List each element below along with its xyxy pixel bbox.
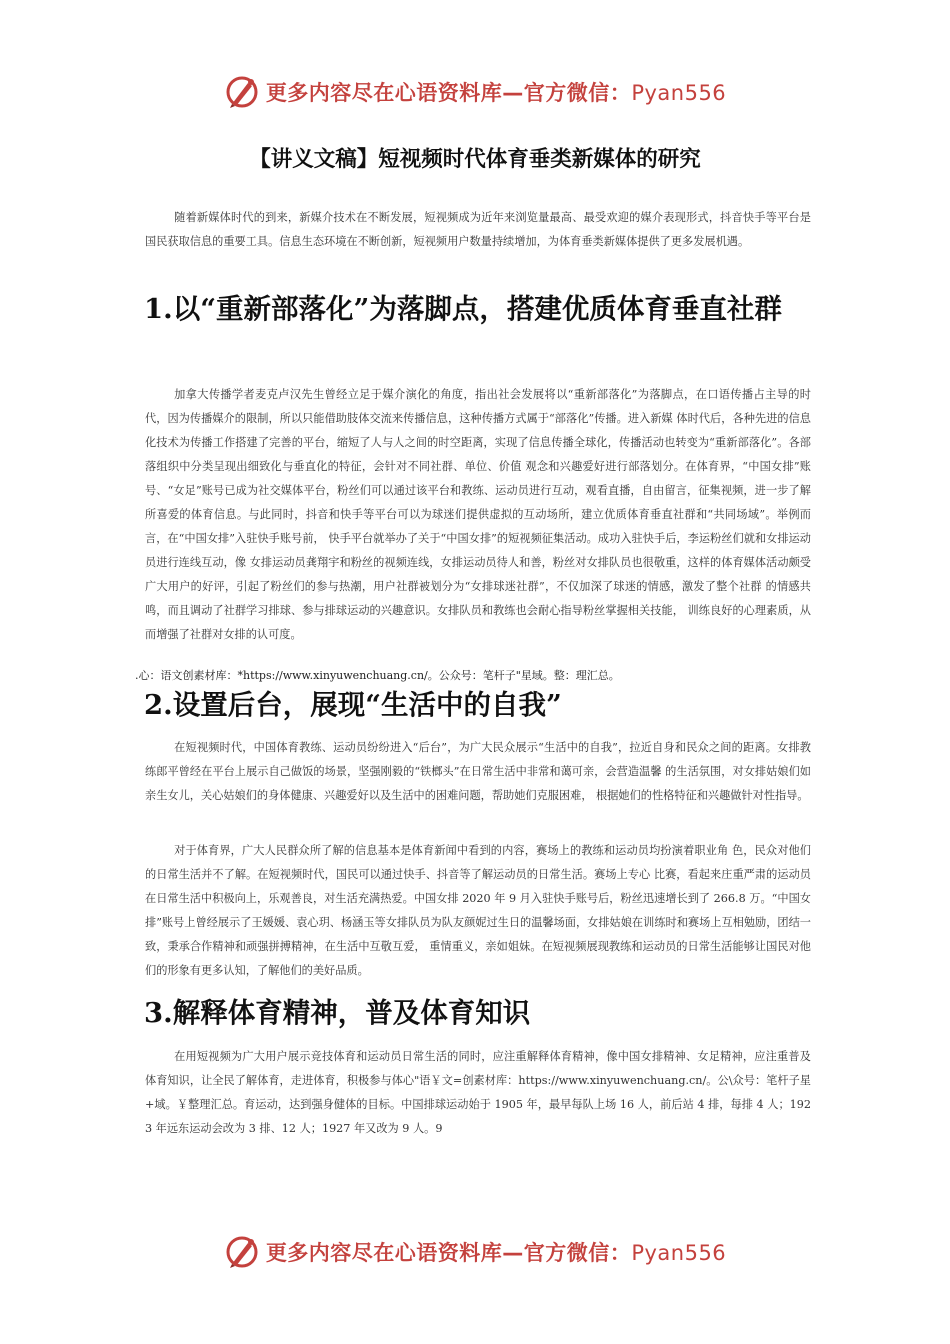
section-2-heading: 2.设置后台，展现“生活中的自我”	[144, 689, 562, 721]
section-2-paragraph-1: 在短视频时代，中国体育教练、运动员纷纷进入“后台”，为广大民众展示“生活中的自我”，拉近自身和民众之间的距离。女排教练郎平曾经在平台上展示自己做饭的场景，坚强刚毅的“铁榔头”在日常生活中非常和蔼可亲，会营造温馨 的生活氛围，对女排姑娘们如亲生女儿，关心姑娘们的身体健康、兴趣爱好以及生活中的困难问题，帮助她们克服困难， 根据她们的性格特征和兴趣做针对性指导。	[145, 741, 811, 802]
source-note: .心：语文创素材库：*https://www.xinyuwenchuang.cn/。公众号：笔杆子"星域。整：理汇总。	[135, 669, 620, 682]
pen-logo-icon	[224, 1234, 260, 1270]
banner-wechat-id: Pyan556	[631, 81, 727, 105]
banner-text: 更多内容尽在心语资料库—官方微信：	[265, 81, 632, 105]
pen-logo-icon	[224, 74, 260, 110]
document-title: 【讲义文稿】短视频时代体育垂类新媒体的研究	[249, 147, 701, 172]
section-3-paragraph-1: 在用短视频为广大用户展示竞技体育和运动员日常生活的同时，应注重解释体育精神，像中国女排精神、女足精神，应注重普及体育知识，让全民了解体育，走进体育，积极参与体心"语￥文=创素材库：https://www.xinyuwenchuang.cn/。公\众号：笔杆子星+域。￥整理汇总。育运动，达到强身健体的目标。中国排球运动始于 1905 年，最早每队上场 16 人，前后站 4 排，每排 4 人；1923 年远东运动会改为 3 排、12 人；1927 年又改为 9 人。9	[145, 1050, 811, 1135]
section-2-paragraph-2: 对于体育界，广大人民群众所了解的信息基本是体育新闻中看到的内容，赛场上的教练和运动员均扮演着职业角 色，民众对他们的日常生活并不了解。在短视频时代，国民可以通过快手、抖音等了解运动员的日常生活。赛场上专心 比赛，看起来庄重严肃的运动员在日常生活中积极向上，乐观善良，对生活充满热爱。中国女排 2020 年 9 月入驻快手账号后，粉丝迅速增长到了 266.8 万。“中国女排”账号上曾经展示了王媛媛、袁心玥、杨涵玉等女排队员为队友颜妮过生日的温馨场面，女排姑娘在训练时和赛场上互相勉励，团结一致，秉承合作精神和顽强拼搏精神，在生活中互敬互爱， 重情重义，亲如姐妹。在短视频展现教练和运动员的日常生活能够让国民对他们的形象有更多认知，了解他们的美好品质。	[145, 844, 811, 977]
footer-banner-text: 更多内容尽在心语资料库—官方微信：	[265, 1241, 632, 1265]
section-1-heading: 1.以“重新部落化”为落脚点，搭建优质体育垂直社群	[144, 293, 782, 325]
section-3-heading: 3.解释体育精神，普及体育知识	[144, 997, 531, 1029]
section-1-paragraph-1: 加拿大传播学者麦克卢汉先生曾经立足于媒介演化的角度，指出社会发展将以“重新部落化”为落脚点，在口语传播占主导的时代，因为传播媒介的限制，所以只能借助肢体交流来传播信息，这种传播方式属于“部落化”传播。进入新媒 体时代后，各种先进的信息化技术为传播工作搭建了完善的平台，缩短了人与人之间的时空距离，实现了信息传播全球化，传播活动也转变为“重新部落化”。各部落组织中分类呈现出细致化与垂直化的特征，会针对不同社群、单位、价值 观念和兴趣爱好进行部落划分。在体育界，“中国女排”账号、“女足”账号已成为社交媒体平台，粉丝们可以通过该平台和教练、运动员进行互动，观看直播，自由留言，征集视频，进一步了解所喜爱的体育信息。与此同时，抖音和快手等平台可以为球迷们提供虚拟的互动场所，建立优质体育垂直社群和“共同场域”。举例而言，在“中国女排”入驻快手账号前， 快手平台就举办了关于“中国女排”的短视频征集活动。成功入驻快手后，李运粉丝们就和女排运动员进行连线互动，像 女排运动员龚翔宇和粉丝的视频连线，女排运动员待人和善，粉丝对女排队员也很敬重，这样的体育媒体活动颇受广大用户的好评，引起了粉丝们的参与热潮，用户社群被划分为“女排球迷社群”，不仅加深了球迷的情感，激发了整个社群 的情感共鸣，而且调动了社群学习排球、参与排球运动的兴趣意识。女排队员和教练也会耐心指导粉丝掌握相关技能， 训练良好的心理素质，从而增强了社群对女排的认可度。	[145, 388, 811, 641]
footer-banner	[0, 1232, 950, 1272]
header-banner	[0, 72, 950, 112]
intro-paragraph: 随着新媒体时代的到来，新媒介技术在不断发展，短视频成为近年来浏览量最高、最受欢迎的媒介表现形式，抖音快手等平台是国民获取信息的重要工具。信息生态环境在不断创新，短视频用户数量持续增加，为体育垂类新媒体提供了更多发展机遇。	[145, 211, 811, 248]
footer-banner-wechat-id: Pyan556	[631, 1241, 727, 1265]
